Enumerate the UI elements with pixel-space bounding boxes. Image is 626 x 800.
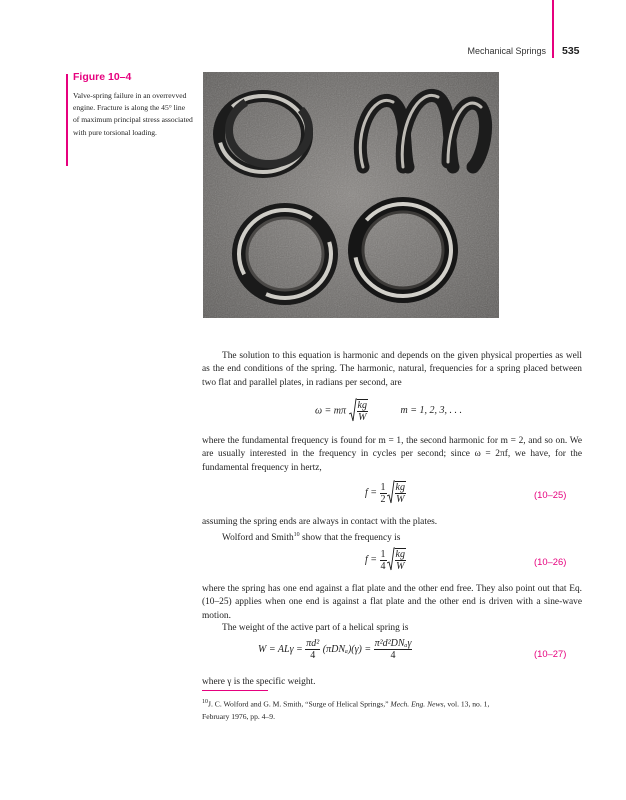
equation-number-10-26: (10–26)	[534, 556, 567, 567]
paragraph-free-end: where the spring has one end against a flat plate and the other end free. They also point out that Eq. (10–25) applies when one end is against a flat plate and the other end is driven with a sine-wave motion.	[202, 584, 582, 621]
equation-number-10-27: (10–27)	[534, 648, 567, 659]
footnote-marker: 10	[202, 699, 208, 705]
paragraph-contact: assuming the spring ends are always in contact with the plates.	[202, 517, 438, 527]
eq25-lhs: f =	[365, 487, 378, 499]
eq26-lhs: f =	[365, 554, 378, 566]
eq27-frac1-num: πd²	[306, 638, 320, 649]
caption-bar	[66, 74, 68, 166]
radical-sign	[387, 547, 395, 573]
page-number: 535	[562, 45, 580, 57]
eq25-radical	[387, 480, 406, 506]
eq27-frac2-den: 4	[390, 650, 396, 661]
eq27-middle: (πDNₐ)(γ) =	[322, 643, 372, 655]
paragraph-wolford	[222, 529, 582, 546]
equation-natural-frequency	[315, 398, 515, 424]
figure-caption: Valve-spring failure in an overrevved engine. Fracture is along the 45° line of maximum principal stress associated with pure torsional loading.	[73, 91, 193, 137]
eq25-frac-num: 1	[380, 481, 386, 493]
eq1-radicand-num: kg	[357, 400, 367, 411]
footnote-journal: Mech. Eng. News	[390, 699, 444, 709]
eq25-radicand-den: W	[396, 494, 405, 505]
equation-10-25	[365, 480, 406, 506]
radical-sign	[349, 398, 357, 424]
eq1-radicand-den: W	[358, 412, 367, 423]
footnote-text-c: February 1976, pp. 4–9.	[202, 711, 275, 721]
radical-sign	[387, 480, 395, 506]
paragraph-weight: The weight of the active part of a helical spring is	[222, 623, 409, 633]
eq26-radical	[387, 547, 406, 573]
eq25-radicand-num: kg	[395, 482, 405, 493]
eq27-frac2-num: π²d²DNₐγ	[374, 638, 412, 649]
paragraph-fundamental	[202, 435, 582, 475]
equation-number-10-25: (10–25)	[534, 489, 567, 500]
p2-line-a: where the fundamental frequency is found for m = 1, the second harmonic for m = 2, and so on. We are usually interested in the frequency in cycles per second; since ω =	[202, 436, 582, 460]
eq26-radicand-num: kg	[395, 549, 405, 560]
eq26-frac-num: 1	[380, 548, 386, 560]
equation-10-26	[365, 547, 406, 573]
running-title: Mechanical Springs	[467, 46, 546, 56]
eq26-frac-den: 4	[380, 560, 386, 572]
figure-label: Figure 10–4	[73, 71, 132, 83]
footnote-rule	[202, 690, 268, 691]
footnote-text-a: J. C. Wolford and G. M. Smith, “Surge of Helical Springs,”	[208, 699, 391, 709]
eq26-radicand-den: W	[396, 561, 405, 572]
spring-failure-photo	[203, 72, 499, 318]
footnote	[202, 696, 582, 723]
eq25-frac-den: 2	[380, 493, 386, 505]
p4-text: Wolford and Smith	[222, 533, 294, 544]
footnote-ref: 10	[293, 532, 300, 538]
eq1-radical	[349, 398, 368, 424]
eq27-frac1-den: 4	[310, 650, 316, 661]
footnote-text-b: , vol. 13, no. 1,	[443, 699, 490, 709]
header-rule	[552, 0, 554, 58]
p4-rest: show that the frequency is	[299, 533, 401, 544]
p2-line-b: 2πf, we have, for the fundamental frequency in hertz,	[202, 449, 582, 473]
spring-photo-graphic	[203, 72, 499, 318]
paragraph-specific-weight: where γ is the specific weight.	[202, 677, 316, 687]
eq1-lhs: ω = mπ	[315, 405, 347, 417]
eq27-lhs: W = ALγ =	[258, 643, 303, 655]
equation-10-27	[258, 638, 412, 661]
eq1-range: m = 1, 2, 3, . . .	[400, 405, 462, 417]
paragraph-harmonic: The solution to this equation is harmonic and depends on the given physical properties as well as the end conditions of the spring. The harmonic, natural, frequencies for a spring placed between two flat and parallel plates, in radians per second, are	[202, 351, 582, 388]
